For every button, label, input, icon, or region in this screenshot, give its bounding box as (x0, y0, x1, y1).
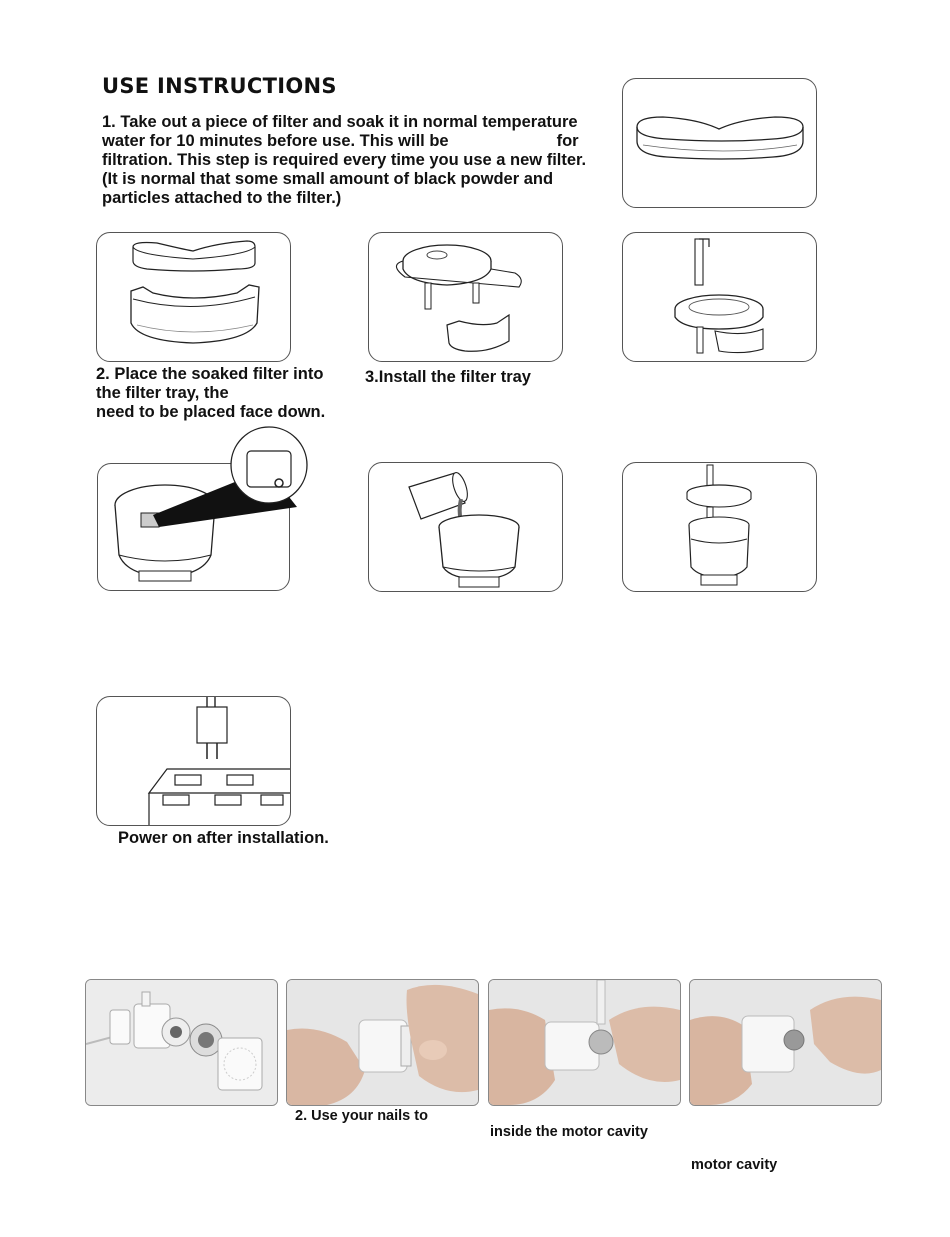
step1-line: (It is normal that some small amount of black powder and (102, 170, 554, 188)
install-pipe-illustration (622, 232, 817, 362)
hands-clean-icon (690, 980, 881, 1105)
hands-rotor-icon (489, 980, 680, 1105)
filter-soak-illustration (622, 78, 817, 208)
step2-line: the filter tray, the (96, 384, 229, 402)
pour-water-illustration (368, 462, 563, 592)
photo-caption-4: motor cavity (691, 1157, 778, 1173)
tray-install-icon (369, 233, 562, 361)
power-on-illustration (96, 696, 291, 826)
filter-tray-icon (97, 233, 290, 361)
hands-pump-icon (287, 980, 478, 1105)
pump-placement-illustration (96, 462, 291, 592)
clean-motor-photo (689, 979, 882, 1106)
step2-line: 2. Place the soaked filter into (96, 365, 324, 383)
filter-tray-illustration (96, 232, 291, 362)
power-text: Power on after installation. (118, 829, 329, 847)
pump-parts-icon (86, 980, 277, 1105)
step3-text: 3.Install the filter tray (365, 368, 531, 386)
step1-line-part: water for 10 minutes before use. This will be (102, 132, 449, 150)
step1-line: particles attached to the filter.) (102, 189, 342, 207)
filter-icon (623, 79, 816, 207)
pipe-icon (623, 233, 816, 361)
step2-line: need to be placed face down. (96, 403, 326, 421)
photo-caption-2: 2. Use your nails to (295, 1108, 428, 1124)
page-title: USE INSTRUCTIONS (102, 74, 337, 98)
plug-icon (97, 697, 290, 825)
pour-water-icon (369, 463, 562, 591)
step1-text (102, 113, 586, 208)
remove-rotor-photo (488, 979, 681, 1106)
open-pump-photo (286, 979, 479, 1106)
step1-line (102, 132, 586, 151)
pump-bowl-icon (97, 463, 290, 591)
assemble-fountain-illustration (622, 462, 817, 592)
step2-text (96, 365, 325, 422)
photo-caption-3: inside the motor cavity (490, 1124, 648, 1140)
step1-line: filtration. This step is required every time you use a new filter. (102, 151, 587, 169)
pump-parts-photo (85, 979, 278, 1106)
fountain-icon (623, 463, 816, 591)
step1-line-part: for (556, 132, 579, 150)
install-tray-illustration (368, 232, 563, 362)
step1-line: 1. Take out a piece of filter and soak it in normal temperature (102, 113, 578, 131)
